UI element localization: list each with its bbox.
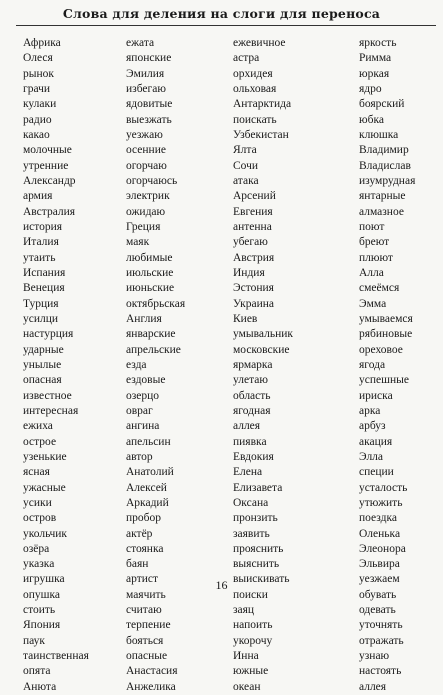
word-item: ольховая (233, 82, 277, 95)
word-item: Сочи (233, 159, 259, 172)
word-item: Анжелика (126, 680, 176, 693)
word-item: история (23, 220, 63, 233)
word-item: ириска (359, 389, 393, 402)
word-item: Австрия (233, 251, 275, 264)
word-item: игрушка (23, 573, 65, 586)
word-item: Эмма (359, 297, 387, 310)
word-item: аллея (359, 680, 387, 693)
word-item: алмазное (359, 205, 404, 218)
word-item: артист (126, 573, 159, 586)
word-item: Алексей (126, 481, 167, 494)
word-item: Эмилия (126, 67, 165, 80)
word-item: настоять (359, 665, 402, 678)
word-item: любимые (126, 251, 173, 264)
word-item: бояться (126, 634, 164, 647)
word-item: астра (233, 52, 260, 65)
word-item: специи (359, 466, 394, 479)
word-item: указка (23, 558, 55, 571)
word-item: атака (233, 174, 259, 187)
word-column-4 (359, 36, 415, 695)
word-item: автор (126, 450, 153, 463)
word-item: ясная (23, 466, 50, 479)
word-item: ежевичное (233, 37, 286, 49)
word-item: ярмарка (233, 358, 273, 371)
word-item: умывальник (233, 328, 293, 341)
word-item: известное (23, 389, 72, 402)
word-item: юркая (359, 67, 390, 80)
word-item: Аркадий (126, 496, 169, 509)
word-item: стоить (23, 604, 56, 617)
word-item: огорчаюсь (126, 174, 178, 187)
word-item: озерцо (126, 389, 160, 402)
word-item: аллея (233, 420, 261, 433)
word-item: опасные (126, 650, 168, 663)
word-item: овраг (126, 404, 153, 417)
word-item: Италия (23, 236, 59, 249)
word-column-1 (23, 36, 89, 695)
word-item: Анатолий (126, 466, 174, 479)
word-item: радио (23, 113, 52, 126)
word-item: Антарктида (233, 98, 292, 111)
word-item: океан (233, 680, 261, 693)
word-item: арка (359, 404, 381, 417)
word-item: Инна (233, 650, 259, 663)
word-item: поездка (359, 512, 397, 525)
word-item: область (233, 389, 271, 402)
word-item: выезжать (126, 113, 172, 126)
word-column-3 (233, 36, 293, 695)
word-item: Александр (23, 174, 76, 187)
word-item: январские (126, 328, 176, 341)
word-item: обувать (359, 588, 397, 601)
word-item: актёр (126, 527, 153, 540)
word-item: уточнять (359, 619, 403, 632)
word-item: маяк (126, 236, 150, 249)
word-item: Арсений (233, 190, 276, 203)
word-item: Владислав (359, 159, 411, 172)
word-item: избегаю (126, 82, 166, 95)
word-item: Элеонора (359, 542, 406, 555)
word-item: маячить (126, 588, 166, 601)
word-item: унылые (23, 358, 62, 371)
word-item: опята (23, 665, 51, 678)
word-item: укольчик (23, 527, 67, 540)
word-item: узенькие (23, 450, 67, 463)
word-item: выискивать (233, 573, 290, 586)
word-item: Греция (126, 220, 161, 233)
word-item: пронзить (233, 512, 278, 525)
word-item: Анюта (23, 680, 57, 693)
word-item: плюют (359, 251, 393, 264)
word-item: Анастасия (126, 665, 178, 678)
word-item: Оленька (359, 527, 401, 540)
word-item: клюшка (359, 128, 399, 141)
word-item: кулаки (23, 98, 57, 111)
word-item: Елизавета (233, 481, 283, 494)
word-item: ядовитые (126, 98, 173, 111)
word-item: боярский (359, 98, 405, 111)
word-item: утаить (23, 251, 56, 264)
word-item: улетаю (233, 374, 268, 387)
word-column-2 (126, 36, 185, 695)
word-item: напоить (233, 619, 273, 632)
word-item: смеёмся (359, 282, 400, 295)
word-item: октябрьская (126, 297, 186, 310)
word-item: умываемся (359, 312, 413, 325)
word-item: баян (126, 558, 149, 571)
word-item: ездовые (126, 374, 166, 387)
word-item: рябиновые (359, 328, 413, 341)
word-item: остров (23, 512, 57, 525)
word-item: московские (233, 343, 290, 356)
word-item: острое (23, 435, 57, 448)
word-item: ягода (359, 358, 386, 371)
word-item: Турция (23, 297, 59, 310)
word-item: апрельские (126, 343, 181, 356)
word-item: ужасные (23, 481, 66, 494)
word-item: опасная (23, 374, 62, 387)
word-item: Испания (23, 266, 66, 279)
word-item: Англия (126, 312, 162, 325)
word-item: заявить (233, 527, 270, 540)
word-item: прояснить (233, 542, 284, 555)
word-item: Эстония (233, 282, 274, 295)
word-item: арбуз (359, 420, 386, 433)
page-title: Слова для деления на слоги для переноса (62, 6, 381, 21)
word-item: Африка (23, 37, 61, 49)
word-item: осенние (126, 144, 166, 157)
word-item: утюжить (359, 496, 403, 509)
word-item: Оксана (233, 496, 269, 509)
word-item: пробор (126, 512, 162, 525)
word-item: ангина (126, 420, 160, 433)
page-number: 16 (215, 578, 228, 592)
word-item: уезжаю (126, 128, 163, 141)
word-item: ежиха (23, 420, 53, 433)
word-item: ореховое (359, 343, 403, 356)
word-item: усталость (359, 481, 408, 494)
word-item: отражать (359, 634, 404, 647)
word-item: Эльвира (359, 558, 400, 571)
word-item: электрик (126, 190, 170, 203)
word-item: поискать (233, 113, 277, 126)
word-item: армия (23, 190, 53, 203)
word-item: выяснить (233, 558, 280, 571)
word-item: паук (23, 634, 46, 647)
word-item: утренние (23, 159, 69, 172)
word-item: бреют (359, 236, 390, 249)
word-item: убегаю (233, 236, 268, 249)
word-item: яркость (359, 37, 397, 49)
word-item: апельсин (126, 435, 171, 448)
word-item: ударные (23, 343, 64, 356)
word-item: Украина (233, 297, 274, 310)
word-item: антенна (233, 220, 272, 233)
word-item: огорчаю (126, 159, 167, 172)
word-item: июльские (126, 266, 174, 279)
title-rule (16, 25, 436, 26)
word-item: Австралия (23, 205, 76, 218)
word-item: таинственная (23, 650, 89, 663)
word-item: терпение (126, 619, 171, 632)
word-item: южные (233, 665, 269, 678)
word-item: узнаю (359, 650, 390, 663)
word-item: июньские (126, 282, 175, 295)
word-item: поют (359, 220, 385, 233)
word-item: ежата (126, 37, 155, 49)
word-item: успешные (359, 374, 409, 387)
word-item: Ялта (233, 144, 257, 157)
word-item: Киев (233, 312, 258, 325)
word-item: настурция (23, 328, 74, 341)
word-item: укорочу (233, 634, 273, 647)
word-item: стоянка (126, 542, 164, 555)
word-item: Олеся (23, 52, 53, 65)
word-item: усилци (23, 312, 59, 325)
word-item: опушка (23, 588, 61, 601)
word-item: Индия (233, 266, 265, 279)
word-item: ожидаю (126, 205, 166, 218)
word-item: орхидея (233, 67, 273, 80)
word-item: юбка (359, 113, 384, 126)
word-item: считаю (126, 604, 162, 617)
word-item: изумрудная (359, 174, 416, 187)
word-item: пиявка (233, 435, 267, 448)
word-item: Римма (359, 52, 392, 65)
word-item: японские (126, 52, 172, 65)
word-item: Елена (233, 466, 263, 479)
word-item: Япония (23, 619, 61, 632)
word-item: ядро (359, 82, 382, 95)
word-item: акация (359, 435, 393, 448)
word-item: поиски (233, 588, 268, 601)
word-item: заяц (233, 604, 255, 617)
word-item: рынок (23, 67, 54, 80)
word-item: усики (23, 496, 52, 509)
word-item: езда (126, 358, 147, 371)
word-item: Владимир (359, 144, 409, 157)
word-item: какао (23, 128, 50, 141)
word-item: янтарные (359, 190, 406, 203)
word-item: одевать (359, 604, 396, 617)
word-item: Алла (359, 266, 384, 279)
word-item: интересная (23, 404, 79, 417)
word-item: грачи (23, 82, 51, 95)
word-item: озёра (23, 542, 50, 555)
word-item: Евгения (233, 205, 273, 218)
word-item: молочные (23, 144, 72, 157)
word-item: Узбекистан (233, 128, 289, 141)
word-item: ягодная (233, 404, 271, 417)
word-item: уезжаем (359, 573, 400, 586)
word-item: Венеция (23, 282, 65, 295)
word-item: Элла (359, 450, 384, 463)
word-item: Евдокия (233, 450, 274, 463)
